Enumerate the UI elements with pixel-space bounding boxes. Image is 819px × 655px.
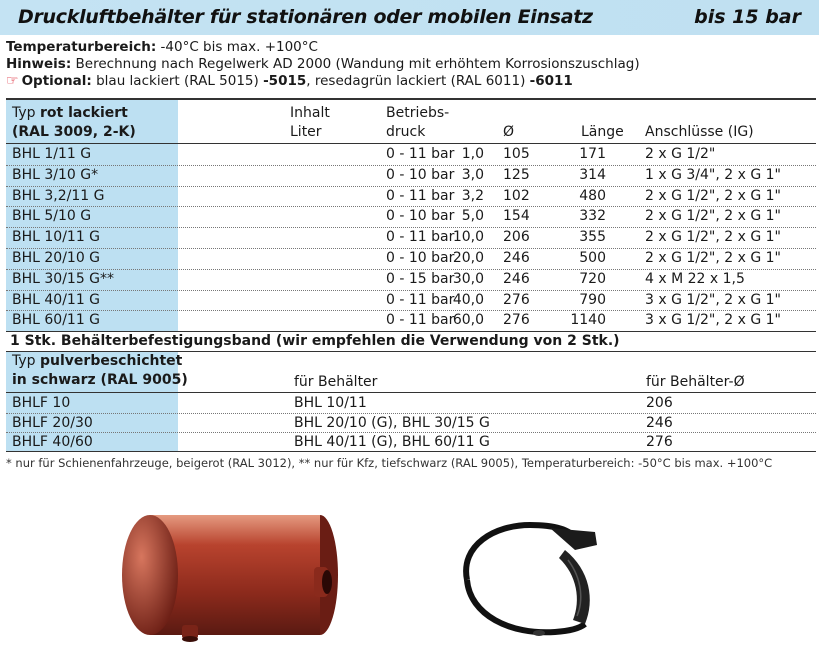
strap-table-row (6, 393, 816, 414)
optional-code-green: -6011 (529, 73, 573, 89)
strap-table-row (6, 413, 816, 434)
row-divider (6, 432, 816, 433)
cell-inhalt: 30,0 (452, 270, 484, 287)
cell-d: 246 (503, 270, 530, 287)
cell-inhalt: 10,0 (452, 229, 484, 246)
cell-d: 246 (646, 414, 673, 431)
header-betriebs: Betriebs- (386, 105, 450, 121)
cell-l: 480 (579, 187, 606, 204)
table-row (6, 227, 816, 248)
table2-bottom-rule (6, 451, 816, 452)
cell-typ: BHL 10/11 G (12, 229, 101, 246)
cell-a: 2 x G 1/2" (645, 146, 716, 162)
page-title: Druckluftbehälter für stationären oder mobilen Einsatz (18, 6, 593, 28)
table-row (6, 290, 816, 311)
row-divider (6, 413, 816, 414)
optional-line (6, 73, 640, 90)
cell-behaelter: BHL 20/10 (G), BHL 30/15 G (294, 414, 490, 431)
cell-l: 1140 (570, 312, 606, 329)
cell-typ: BHLF 10 (12, 395, 71, 411)
type2-prefix: Typ (12, 353, 36, 369)
table-row (6, 144, 816, 165)
header-liter: Liter (290, 124, 322, 140)
cell-inhalt: 20,0 (452, 250, 484, 266)
table-row (6, 186, 816, 207)
row-divider (6, 206, 816, 207)
cell-l: 314 (579, 166, 606, 183)
table-top-rule (6, 98, 816, 100)
header-laenge: Länge (581, 124, 624, 140)
table-row (6, 248, 816, 269)
cell-inhalt: 40,0 (452, 291, 484, 308)
cell-typ: BHL 3/10 G* (12, 166, 99, 183)
cell-d: 125 (503, 166, 530, 183)
footnote: * nur für Schienenfahrzeuge, beigerot (RAL 3012), ** nur für Kfz, tiefschwarz (RAL 9005), Temperaturbereich: -50°C bis max. +100°C (6, 456, 773, 470)
row-divider (6, 269, 816, 270)
cell-d: 105 (503, 146, 530, 162)
cell-a: 2 x G 1/2", 2 x G 1" (645, 208, 782, 225)
air-tank-image (120, 505, 340, 645)
cell-druck: 0 - 10 bar (386, 166, 455, 183)
note-value: Berechnung nach Regelwerk AD 2000 (Wandung mit erhöhtem Korrosionszuschlag) (75, 56, 640, 72)
row-divider (6, 186, 816, 187)
cell-typ: BHL 1/11 G (12, 146, 92, 162)
cell-l: 171 (579, 146, 606, 162)
pointing-hand-icon: ☞ (6, 73, 19, 89)
header-fuer-behaelter: für Behälter (294, 374, 378, 390)
type-color: rot lackiert (40, 105, 128, 121)
type-ral: (RAL 3009, 2-K) (12, 124, 136, 140)
optional-text-green: , resedagrün lackiert (RAL 6011) (306, 73, 526, 89)
type2-ral: in schwarz (RAL 9005) (12, 372, 188, 388)
cell-a: 3 x G 1/2", 2 x G 1" (645, 291, 782, 308)
cell-a: 2 x G 1/2", 2 x G 1" (645, 250, 782, 266)
note-line (6, 56, 640, 73)
cell-a: 2 x G 1/2", 2 x G 1" (645, 229, 782, 246)
cell-a: 1 x G 3/4", 2 x G 1" (645, 166, 782, 183)
pressure-range: bis 15 bar (694, 6, 801, 28)
cell-druck: 0 - 11 bar (386, 146, 455, 162)
cell-l: 790 (579, 291, 606, 308)
cell-inhalt: 60,0 (452, 312, 484, 329)
note-label: Hinweis: (6, 56, 72, 72)
header-bar (0, 0, 819, 35)
temperature-value: -40°C bis max. +100°C (160, 39, 318, 55)
cell-typ: BHL 5/10 G (12, 208, 92, 225)
table-row (6, 310, 816, 331)
table-row (6, 269, 816, 290)
cell-d: 206 (503, 229, 530, 246)
optional-text-blue: blau lackiert (RAL 5015) (96, 73, 259, 89)
cell-inhalt: 3,2 (461, 187, 484, 204)
temperature-line (6, 39, 640, 56)
cell-d: 206 (646, 395, 673, 411)
cell-l: 720 (579, 270, 606, 287)
header-druck: druck (386, 124, 426, 140)
type-prefix: Typ (12, 105, 36, 121)
cell-druck: 0 - 11 bar (386, 291, 455, 308)
cell-a: 4 x M 22 x 1,5 (645, 270, 745, 287)
table-row (6, 206, 816, 227)
cell-druck: 0 - 15 bar (386, 270, 455, 287)
type2-coating: pulverbeschichtet (40, 353, 183, 369)
cell-typ: BHLF 40/60 (12, 434, 93, 450)
cell-inhalt: 1,0 (461, 146, 484, 162)
cell-druck: 0 - 11 bar (386, 229, 455, 246)
cell-d: 276 (646, 434, 673, 450)
cell-typ: BHL 40/11 G (12, 291, 101, 308)
cell-druck: 0 - 11 bar (386, 187, 455, 204)
cell-d: 154 (503, 208, 530, 225)
header-diameter: Ø (503, 124, 515, 140)
cell-behaelter: BHL 40/11 (G), BHL 60/11 G (294, 434, 490, 450)
cell-d: 102 (503, 187, 530, 204)
info-block (6, 39, 640, 90)
optional-code-blue: -5015 (263, 73, 307, 89)
cell-typ: BHL 3,2/11 G (12, 187, 105, 204)
cell-typ: BHL 60/11 G (12, 312, 101, 329)
table1-bottom-rule (6, 331, 816, 332)
header-anschluesse: Anschlüsse (IG) (645, 124, 754, 140)
cell-a: 2 x G 1/2", 2 x G 1" (645, 187, 782, 204)
header-inhalt: Inhalt (290, 105, 330, 121)
row-divider (6, 248, 816, 249)
row-divider (6, 310, 816, 311)
strap-section-title: 1 Stk. Behälterbefestigungsband (wir empfehlen die Verwendung von 2 Stk.) (10, 333, 620, 349)
cell-d: 276 (503, 312, 530, 329)
cell-l: 500 (579, 250, 606, 266)
cell-l: 332 (579, 208, 606, 225)
cell-l: 355 (579, 229, 606, 246)
cell-druck: 0 - 10 bar (386, 208, 455, 225)
row-divider (6, 165, 816, 166)
cell-druck: 0 - 11 bar (386, 312, 455, 329)
cell-typ: BHL 20/10 G (12, 250, 101, 266)
table-row (6, 165, 816, 186)
cell-typ: BHLF 20/30 (12, 414, 93, 431)
row-divider (6, 290, 816, 291)
cell-inhalt: 3,0 (461, 166, 484, 183)
optional-label: Optional: (21, 73, 92, 89)
strap-table-row (6, 432, 816, 453)
cell-behaelter: BHL 10/11 (294, 395, 367, 411)
cell-druck: 0 - 10 bar (386, 250, 455, 266)
cell-typ: BHL 30/15 G** (12, 270, 115, 287)
cell-d: 276 (503, 291, 530, 308)
cell-a: 3 x G 1/2", 2 x G 1" (645, 312, 782, 329)
header-fuer-diameter: für Behälter-Ø (646, 374, 745, 390)
row-divider (6, 227, 816, 228)
mounting-strap-image (455, 520, 605, 645)
cell-d: 246 (503, 250, 530, 266)
cell-inhalt: 5,0 (461, 208, 484, 225)
temperature-label: Temperaturbereich: (6, 39, 157, 55)
